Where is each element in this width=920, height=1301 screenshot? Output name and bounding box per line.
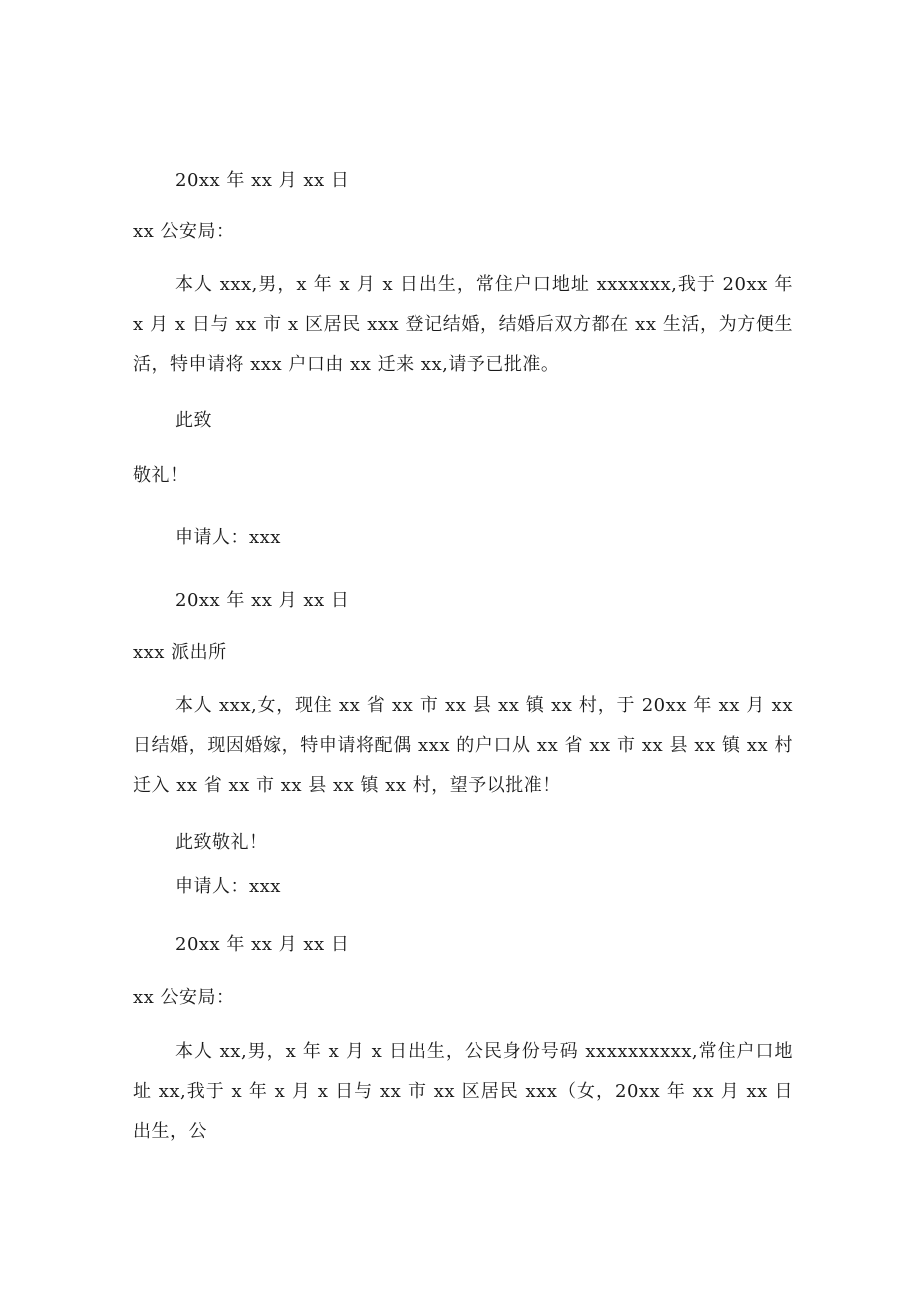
letter3-body: 本人 xx,男，x 年 x 月 x 日出生，公民身份号码 xxxxxxxxxx,常住户口地址 xx,我于 x 年 x 月 x 日与 xx 市 xx 区居民 xxx（女，20xx 年 xx 月 xx 日出生，公 (133, 1041, 793, 1142)
letter2-addressee: xxx 派出所 (133, 642, 227, 663)
letter1-closing-1: 此致 (175, 410, 212, 431)
letter3-addressee: xx 公安局： (133, 987, 235, 1008)
letter2-signed-date: 20xx 年 xx 月 xx 日 (175, 934, 350, 955)
letter1-applicant: 申请人：xxx (175, 527, 281, 548)
letter1-body: 本人 xxx,男，x 年 x 月 x 日出生，常住户口地址 xxxxxxx,我于 20xx 年 x 月 x 日与 xx 市 x 区居民 xxx 登记结婚，结婚后双方都在 xx 生活，为方便生活，特申请将 xxx 户口由 xx 迁来 xx,请予已批准。 (133, 274, 793, 375)
letter2-applicant: 申请人：xxx (175, 876, 281, 897)
letter1-date: 20xx 年 xx 月 xx 日 (175, 170, 350, 191)
letter2-body: 本人 xxx,女，现住 xx 省 xx 市 xx 县 xx 镇 xx 村，于 20xx 年 xx 月 xx 日结婚，现因婚嫁，特申请将配偶 xxx 的户口从 xx 省 xx 市 xx 县 xx 镇 xx 村迁入 xx 省 xx 市 xx 县 xx 镇 xx 村，望予以批准！ (133, 695, 793, 796)
letter1-closing-2: 敬礼！ (133, 465, 189, 486)
letter1-addressee: xx 公安局： (133, 221, 235, 242)
letter2-closing: 此致敬礼！ (175, 832, 268, 853)
letter1-signed-date: 20xx 年 xx 月 xx 日 (175, 590, 350, 611)
